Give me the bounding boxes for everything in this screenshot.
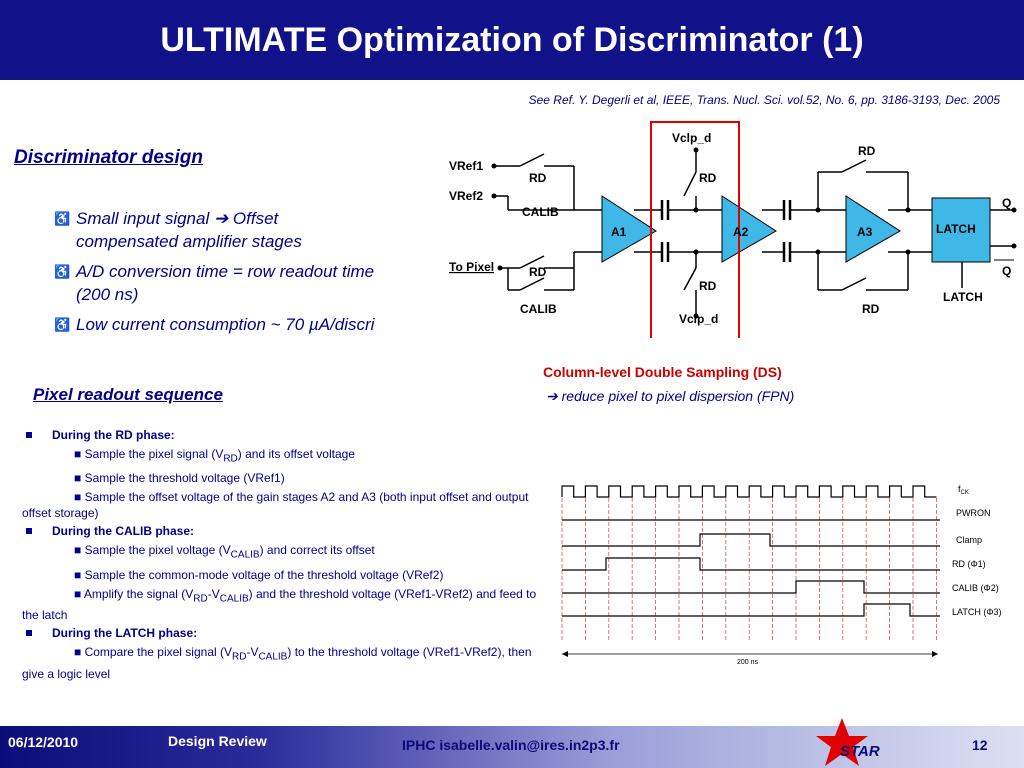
slide-title: ULTIMATE Optimization of Discriminator (1) xyxy=(160,20,864,59)
step-text: ) and the threshold voltage (VRef1-VRef2) and feed to the latch xyxy=(22,586,537,623)
latch-waveform xyxy=(562,604,940,616)
pwron-label: PWRON xyxy=(956,508,991,518)
step-text: ■ Sample the pixel signal (V xyxy=(74,447,224,461)
step-text: ) and its offset voltage xyxy=(237,447,355,461)
pixel-readout-heading: Pixel readout sequence xyxy=(33,385,223,404)
duration-label: 200 ns xyxy=(737,659,759,666)
step-text: -V xyxy=(207,586,220,601)
timing-diagram xyxy=(550,478,1024,678)
bullet-item xyxy=(54,313,434,336)
calib-label: CALIB xyxy=(520,302,557,316)
phase-label: During the CALIB phase: xyxy=(52,524,195,539)
reference-citation: See Ref. Y. Degerli et al, IEEE, Trans. Nucl. Sci. vol.52, No. 6, pp. 3186-3193, Dec. 2005 xyxy=(528,93,1000,107)
vclp-label: Vclp_d xyxy=(679,312,719,326)
star-logo xyxy=(812,716,898,768)
bullet-item xyxy=(54,207,434,253)
arrow-bullet-icon: ♿ xyxy=(54,211,71,226)
ds-title: Column-level Double Sampling (DS) xyxy=(543,364,782,380)
bullet-line: A/D conversion time = row readout time xyxy=(76,262,375,281)
clamp-label: Clamp xyxy=(956,535,983,545)
a3-label: A3 xyxy=(857,225,873,239)
step-text: ■ Amplify the signal (V xyxy=(74,586,194,601)
latch-label: LATCH xyxy=(943,290,983,304)
q-bar-output-label: Q xyxy=(1002,264,1012,278)
rd-phi1-label: RD (Φ1) xyxy=(952,559,986,569)
calib-waveform xyxy=(562,581,940,593)
discriminator-bullets xyxy=(54,207,434,343)
square-bullet-icon xyxy=(26,630,32,636)
timing-grid xyxy=(562,498,936,640)
discriminator-circuit xyxy=(440,118,1024,338)
subscript: CALIB xyxy=(258,651,288,663)
step-item: ■ Sample the threshold voltage (VRef1) xyxy=(74,471,285,486)
subscript: CALIB xyxy=(230,549,260,561)
phase-heading xyxy=(22,427,542,443)
subscript: RD xyxy=(193,593,208,605)
readout-sequence xyxy=(22,425,542,682)
vclp-label: Vclp_d xyxy=(672,131,712,145)
step-item: ■ Sample the offset voltage of the gain stages A2 and A3 (both input offset and output offset storage) xyxy=(22,490,529,521)
calib-label: CALIB xyxy=(522,205,559,219)
step-item xyxy=(22,542,542,563)
rd-label: RD xyxy=(862,302,880,316)
subscript: RD xyxy=(223,453,238,465)
bullet-line: compensated amplifier stages xyxy=(76,232,302,251)
footer-section: Design Review xyxy=(168,733,267,749)
step-item xyxy=(22,446,542,467)
ds-subtitle: ➔ reduce pixel to pixel dispersion (FPN) xyxy=(546,388,795,404)
subscript: CALIB xyxy=(219,593,249,605)
square-bullet-icon xyxy=(26,432,32,438)
rd-label: RD xyxy=(529,265,547,279)
to-pixel-label: To Pixel xyxy=(449,260,495,274)
q-output-label: Q xyxy=(1002,196,1012,210)
square-bullet-icon xyxy=(26,528,32,534)
rd-label: RD xyxy=(699,279,717,293)
rd-label: RD xyxy=(529,171,547,185)
clamp-waveform xyxy=(562,534,940,546)
step-text: ■ Compare the pixel signal (V xyxy=(74,645,232,660)
latch-phi3-label: LATCH (Φ3) xyxy=(952,607,1002,617)
rd-waveform xyxy=(562,558,940,570)
footer-date: 06/12/2010 xyxy=(8,734,79,750)
bullet-line: Small input signal ➔ Offset xyxy=(76,209,279,228)
phase-heading xyxy=(22,523,542,539)
rd-label: RD xyxy=(699,171,717,185)
step-item xyxy=(22,586,542,623)
step-text: -V xyxy=(246,645,259,660)
rd-label: RD xyxy=(858,144,876,158)
vref1-label: VRef1 xyxy=(449,159,484,173)
star-logo-text: STAR xyxy=(840,743,880,760)
fck-label: $f_{CK}$ xyxy=(958,484,969,496)
latch-box-label: LATCH xyxy=(936,222,976,236)
step-text: ) and correct its offset xyxy=(259,543,375,558)
arrow-bullet-icon: ♿ xyxy=(54,317,71,332)
phase-heading xyxy=(22,625,542,641)
bullet-line: (200 ns) xyxy=(76,285,139,304)
phase-label: During the LATCH phase: xyxy=(52,626,198,641)
discriminator-heading: Discriminator design xyxy=(14,147,203,168)
bullet-line: Low current consumption ~ 70 µA/discri xyxy=(76,315,375,334)
calib-phi2-label: CALIB (Φ2) xyxy=(952,583,999,593)
step-item xyxy=(22,644,542,681)
phase-label: During the RD phase: xyxy=(52,428,175,442)
vref2-label: VRef2 xyxy=(449,189,484,203)
step-item: ■ Sample the common-mode voltage of the threshold voltage (VRef2) xyxy=(74,567,444,582)
arrow-bullet-icon: ♿ xyxy=(54,264,71,279)
bullet-item xyxy=(54,260,434,306)
footer-contact: IPHC isabelle.valin@ires.in2p3.fr xyxy=(402,737,620,753)
page-number: 12 xyxy=(972,737,988,753)
step-text: ) to the threshold voltage (VRef1-VRef2), then give a logic level xyxy=(22,645,532,681)
a2-label: A2 xyxy=(733,225,749,239)
subscript: RD xyxy=(232,651,247,663)
a1-label: A1 xyxy=(611,225,627,239)
title-bar xyxy=(0,0,1024,80)
step-text: ■ Sample the pixel voltage (V xyxy=(74,543,231,558)
fck-waveform xyxy=(562,486,936,497)
